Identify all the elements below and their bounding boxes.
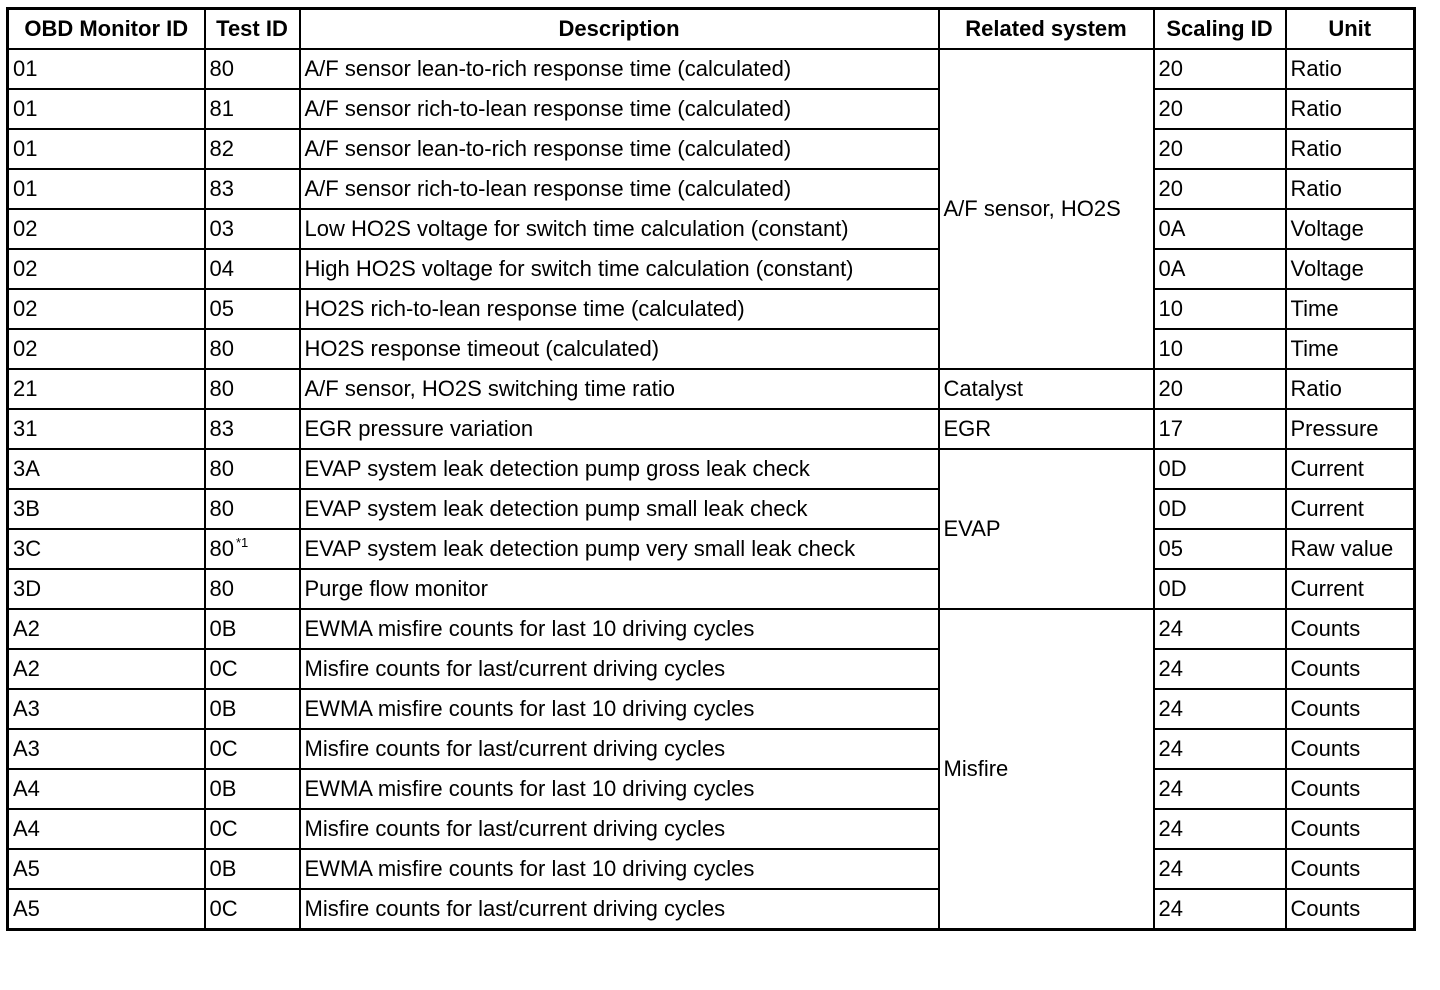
test-id-value: 83 [209,176,234,201]
cell-obd-monitor-id: 02 [8,209,205,249]
table-row [8,209,1415,249]
cell-scaling-id: 0D [1154,489,1286,529]
table-row [8,809,1415,849]
cell-scaling-id: 0A [1154,209,1286,249]
cell-unit: Time [1286,329,1415,369]
header-row [8,9,1415,50]
cell-description: EVAP system leak detection pump small leak check [300,489,939,529]
test-id-value: 80 [209,376,234,401]
cell-unit: Ratio [1286,369,1415,409]
test-id-value: 80 [209,576,234,601]
cell-obd-monitor-id: 02 [8,329,205,369]
header-related-system: Related system [939,9,1154,50]
table-row [8,569,1415,609]
cell-test-id [205,849,300,889]
cell-obd-monitor-id: 01 [8,89,205,129]
cell-obd-monitor-id: 3A [8,449,205,489]
cell-test-id [205,89,300,129]
test-id-value: 0B [209,856,237,881]
cell-obd-monitor-id: A3 [8,689,205,729]
cell-test-id [205,489,300,529]
cell-scaling-id: 20 [1154,369,1286,409]
cell-description: EWMA misfire counts for last 10 driving cycles [300,769,939,809]
cell-scaling-id: 20 [1154,169,1286,209]
cell-unit: Raw value [1286,529,1415,569]
test-id-value: 80 [209,56,234,81]
cell-description: EWMA misfire counts for last 10 driving cycles [300,609,939,649]
cell-description: EVAP system leak detection pump gross leak check [300,449,939,489]
cell-obd-monitor-id: 3D [8,569,205,609]
cell-obd-monitor-id: 01 [8,49,205,89]
cell-scaling-id: 24 [1154,729,1286,769]
cell-scaling-id: 24 [1154,609,1286,649]
table-row [8,729,1415,769]
table-row [8,89,1415,129]
test-id-value: 80 [209,456,234,481]
cell-test-id [205,649,300,689]
cell-obd-monitor-id: A4 [8,769,205,809]
cell-scaling-id: 24 [1154,769,1286,809]
table-body [8,49,1415,930]
cell-scaling-id: 20 [1154,89,1286,129]
cell-obd-monitor-id: 21 [8,369,205,409]
cell-test-id [205,209,300,249]
cell-test-id [205,129,300,169]
header-test-id: Test ID [205,9,300,50]
cell-description: Misfire counts for last/current driving cycles [300,889,939,930]
cell-test-id [205,729,300,769]
cell-unit: Time [1286,289,1415,329]
test-id-value: 80 [209,536,234,561]
cell-unit: Counts [1286,609,1415,649]
cell-obd-monitor-id: A2 [8,649,205,689]
test-id-value: 80 [209,336,234,361]
header-description: Description [300,9,939,50]
cell-obd-monitor-id: A5 [8,849,205,889]
cell-description: EWMA misfire counts for last 10 driving cycles [300,849,939,889]
table-row [8,609,1415,649]
obd-monitor-table [6,7,1416,931]
table-row [8,529,1415,569]
cell-unit: Counts [1286,849,1415,889]
table-row [8,129,1415,169]
cell-scaling-id: 17 [1154,409,1286,449]
cell-description: EGR pressure variation [300,409,939,449]
cell-description: Misfire counts for last/current driving cycles [300,649,939,689]
cell-obd-monitor-id: 02 [8,289,205,329]
cell-unit: Current [1286,449,1415,489]
cell-scaling-id: 0D [1154,569,1286,609]
cell-unit: Counts [1286,889,1415,930]
cell-scaling-id: 24 [1154,649,1286,689]
test-id-value: 0C [209,656,238,681]
cell-related-system: EVAP [939,449,1154,609]
cell-scaling-id: 24 [1154,809,1286,849]
cell-description: High HO2S voltage for switch time calculation (constant) [300,249,939,289]
cell-unit: Ratio [1286,89,1415,129]
table-row [8,329,1415,369]
test-id-value: 81 [209,96,234,121]
cell-scaling-id: 20 [1154,129,1286,169]
cell-test-id [205,529,300,569]
cell-obd-monitor-id: A3 [8,729,205,769]
cell-unit: Current [1286,569,1415,609]
table-row [8,849,1415,889]
table-row [8,289,1415,329]
test-id-value: 03 [209,216,234,241]
cell-unit: Ratio [1286,49,1415,89]
cell-obd-monitor-id: 3C [8,529,205,569]
cell-scaling-id: 0D [1154,449,1286,489]
test-id-value: 0C [209,816,238,841]
test-id-value: 0C [209,896,238,921]
table-row [8,489,1415,529]
cell-unit: Counts [1286,729,1415,769]
cell-scaling-id: 24 [1154,849,1286,889]
cell-description: A/F sensor rich-to-lean response time (calculated) [300,169,939,209]
cell-test-id [205,809,300,849]
cell-unit: Counts [1286,689,1415,729]
cell-test-id [205,769,300,809]
cell-test-id [205,329,300,369]
cell-obd-monitor-id: A4 [8,809,205,849]
cell-unit: Counts [1286,649,1415,689]
test-id-value: 80 [209,496,234,521]
cell-related-system: EGR [939,409,1154,449]
cell-obd-monitor-id: 3B [8,489,205,529]
cell-description: Misfire counts for last/current driving cycles [300,729,939,769]
cell-description: Purge flow monitor [300,569,939,609]
cell-test-id [205,569,300,609]
cell-description: A/F sensor, HO2S switching time ratio [300,369,939,409]
cell-obd-monitor-id: A5 [8,889,205,930]
cell-unit: Ratio [1286,169,1415,209]
cell-scaling-id: 20 [1154,49,1286,89]
cell-scaling-id: 0A [1154,249,1286,289]
cell-unit: Voltage [1286,209,1415,249]
test-id-value: 83 [209,416,234,441]
table-row [8,409,1415,449]
cell-unit: Pressure [1286,409,1415,449]
table-row [8,889,1415,930]
cell-test-id [205,289,300,329]
header-scaling-id: Scaling ID [1154,9,1286,50]
table-row [8,249,1415,289]
test-id-value: 0C [209,736,238,761]
table-row [8,649,1415,689]
cell-description: Low HO2S voltage for switch time calculation (constant) [300,209,939,249]
cell-test-id [205,369,300,409]
test-id-value: 0B [209,776,237,801]
test-id-value: 05 [209,296,234,321]
cell-test-id [205,409,300,449]
cell-description: Misfire counts for last/current driving cycles [300,809,939,849]
cell-related-system: A/F sensor, HO2S [939,49,1154,369]
table-row [8,769,1415,809]
cell-related-system: Catalyst [939,369,1154,409]
cell-obd-monitor-id: 01 [8,129,205,169]
cell-unit: Ratio [1286,129,1415,169]
cell-related-system: Misfire [939,609,1154,930]
table-row [8,369,1415,409]
test-id-value: 04 [209,256,234,281]
cell-test-id [205,169,300,209]
test-id-footnote-marker: *1 [235,535,249,550]
header-obd-monitor-id: OBD Monitor ID [8,9,205,50]
cell-unit: Counts [1286,769,1415,809]
cell-scaling-id: 10 [1154,289,1286,329]
obd-monitor-table-container [6,7,1416,931]
cell-description: A/F sensor lean-to-rich response time (calculated) [300,49,939,89]
test-id-value: 82 [209,136,234,161]
cell-obd-monitor-id: 02 [8,249,205,289]
header-unit: Unit [1286,9,1415,50]
cell-scaling-id: 10 [1154,329,1286,369]
cell-test-id [205,49,300,89]
cell-scaling-id: 24 [1154,689,1286,729]
cell-obd-monitor-id: 01 [8,169,205,209]
cell-description: A/F sensor rich-to-lean response time (calculated) [300,89,939,129]
table-row [8,49,1415,89]
cell-test-id [205,689,300,729]
test-id-value: 0B [209,696,237,721]
cell-description: HO2S response timeout (calculated) [300,329,939,369]
cell-scaling-id: 24 [1154,889,1286,930]
cell-unit: Counts [1286,809,1415,849]
table-row [8,689,1415,729]
cell-description: EVAP system leak detection pump very small leak check [300,529,939,569]
cell-obd-monitor-id: A2 [8,609,205,649]
cell-obd-monitor-id: 31 [8,409,205,449]
table-row [8,449,1415,489]
cell-description: A/F sensor lean-to-rich response time (calculated) [300,129,939,169]
cell-test-id [205,249,300,289]
cell-unit: Current [1286,489,1415,529]
cell-description: HO2S rich-to-lean response time (calculated) [300,289,939,329]
cell-test-id [205,609,300,649]
cell-description: EWMA misfire counts for last 10 driving cycles [300,689,939,729]
cell-unit: Voltage [1286,249,1415,289]
cell-test-id [205,449,300,489]
test-id-value: 0B [209,616,237,641]
cell-scaling-id: 05 [1154,529,1286,569]
table-row [8,169,1415,209]
cell-test-id [205,889,300,930]
